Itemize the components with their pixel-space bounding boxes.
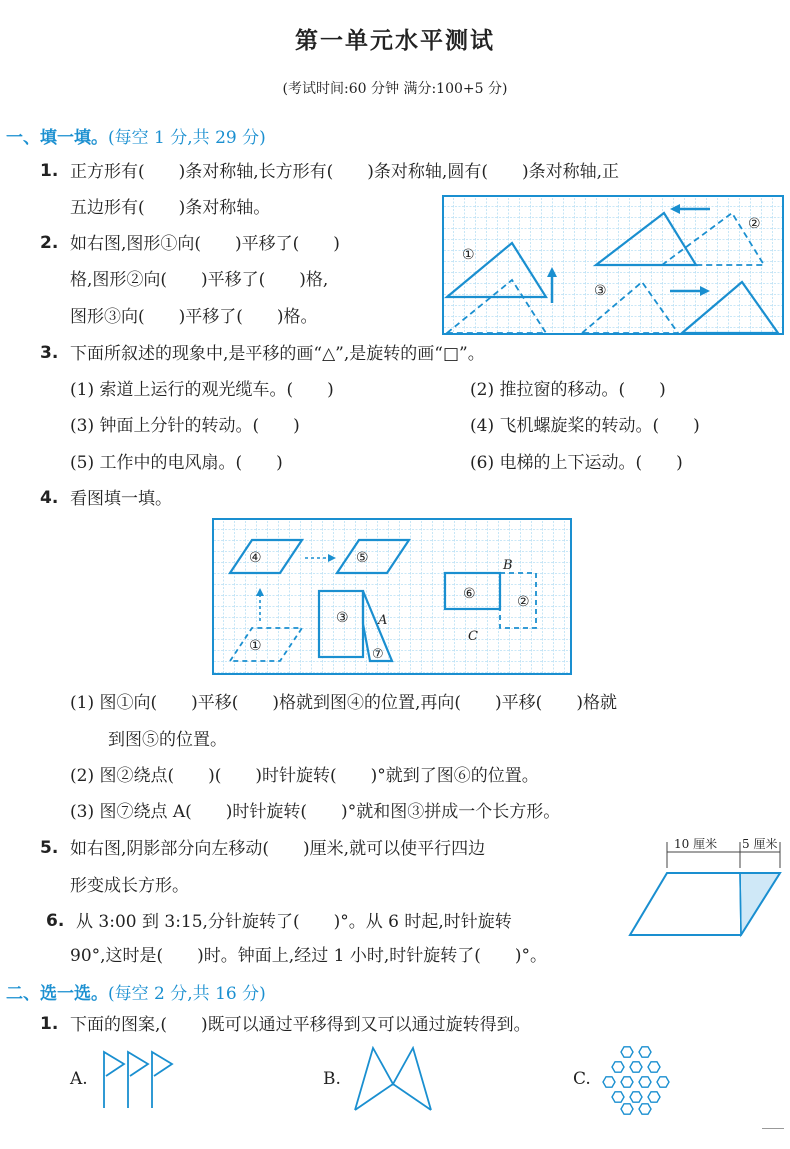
q3-item-6: (6) 电梯的上下运动。( ) — [470, 453, 683, 473]
q4-label-7: ⑦ — [372, 647, 384, 662]
q2-line2: 格,图形②向( )平移了( )格, — [70, 270, 329, 290]
q3-item-1: (1) 索道上运行的观光缆车。( ) — [70, 380, 334, 400]
q2-label-3: ③ — [594, 283, 607, 299]
q3-item-4: (4) 飞机螺旋桨的转动。( ) — [470, 416, 700, 436]
s2-q1-line: 下面的图案,( )既可以通过平移得到又可以通过旋转得到。 — [70, 1015, 531, 1035]
q4-line: 看图填一填。 — [70, 489, 172, 509]
q3-item-2: (2) 推拉窗的移动。( ) — [470, 380, 666, 400]
option-b-label: B. — [323, 1069, 341, 1089]
rotation-grid-figure — [212, 518, 572, 675]
q3-line: 下面所叙述的现象中,是平移的画“△”,是旋转的画“□”。 — [70, 344, 485, 364]
q3-item-5: (5) 工作中的电风扇。( ) — [70, 453, 283, 473]
q4-label-1: ① — [249, 638, 262, 654]
q2-label-2: ② — [748, 216, 761, 232]
parallelogram-figure — [628, 830, 786, 942]
option-a-label: A. — [70, 1069, 88, 1089]
q4-part2: (2) 图②绕点( )( )时针旋转( )°就到了图⑥的位置。 — [70, 766, 539, 786]
q3-item-3: (3) 钟面上分针的转动。( ) — [70, 416, 300, 436]
q4-label-4: ④ — [249, 550, 262, 566]
q2-line1: 如右图,图形①向( )平移了( ) — [70, 234, 340, 254]
point-a-label: A — [378, 613, 388, 628]
option-b-figure — [353, 1046, 433, 1112]
translation-grid-figure — [442, 195, 784, 335]
page-edge-mark — [762, 1128, 784, 1129]
exam-info: (考试时间:60 分钟 满分:100+5 分) — [282, 81, 508, 97]
q2-number: 2. — [40, 233, 59, 253]
q1-line1: 正方形有( )条对称轴,长方形有( )条对称轴,圆有( )条对称轴,正 — [70, 162, 620, 182]
q4-part1-line1: (1) 图①向( )平移( )格就到图④的位置,再向( )平移( )格就 — [70, 693, 617, 713]
point-c-label: C — [468, 629, 478, 644]
point-b-label: B — [503, 558, 513, 573]
q6-line2: 90°,这时是( )时。钟面上,经过 1 小时,时针旋转了( )°。 — [70, 946, 547, 966]
q5-line2: 形变成长方形。 — [70, 876, 189, 896]
dim-10cm-label: 10 厘米 — [674, 837, 718, 851]
q4-number: 4. — [40, 488, 59, 508]
page-title: 第一单元水平测试 — [295, 27, 495, 54]
q4-label-6: ⑥ — [463, 586, 476, 602]
q6-number: 6. — [46, 911, 65, 931]
q4-label-2: ② — [517, 594, 530, 610]
q2-line3: 图形③向( )平移了( )格。 — [70, 307, 318, 327]
q4-part3: (3) 图⑦绕点 A( )时针旋转( )°就和图③拼成一个长方形。 — [70, 802, 561, 822]
q2-label-1: ① — [462, 247, 475, 263]
q1-line2: 五边形有( )条对称轴。 — [70, 198, 271, 218]
q6-line1: 从 3:00 到 3:15,分针旋转了( )°。从 6 时起,时针旋转 — [76, 912, 512, 932]
option-c-hexagons-figure — [598, 1043, 674, 1115]
height-line — [740, 873, 741, 935]
option-c-label: C. — [573, 1069, 591, 1089]
section1-title: 一、填一填。 — [6, 128, 108, 148]
q5-line1: 如右图,阴影部分向左移动( )厘米,就可以使平行四边 — [70, 839, 486, 859]
q5-number: 5. — [40, 838, 59, 858]
section2-title: 二、选一选。 — [6, 984, 108, 1004]
section1-heading — [6, 123, 266, 148]
dim-5cm-label: 5 厘米 — [742, 837, 778, 851]
q4-label-3: ③ — [336, 610, 349, 626]
q4-part1-line2: 到图⑤的位置。 — [108, 730, 227, 750]
section2-heading — [6, 979, 266, 1004]
q3-number: 3. — [40, 343, 59, 363]
q1-number: 1. — [40, 161, 59, 181]
section1-note: (每空 1 分,共 29 分) — [108, 128, 266, 148]
q4-label-5: ⑤ — [356, 550, 369, 566]
s2-q1-number: 1. — [40, 1014, 59, 1034]
option-a-flags-figure — [100, 1048, 180, 1110]
section2-note: (每空 2 分,共 16 分) — [108, 984, 266, 1004]
